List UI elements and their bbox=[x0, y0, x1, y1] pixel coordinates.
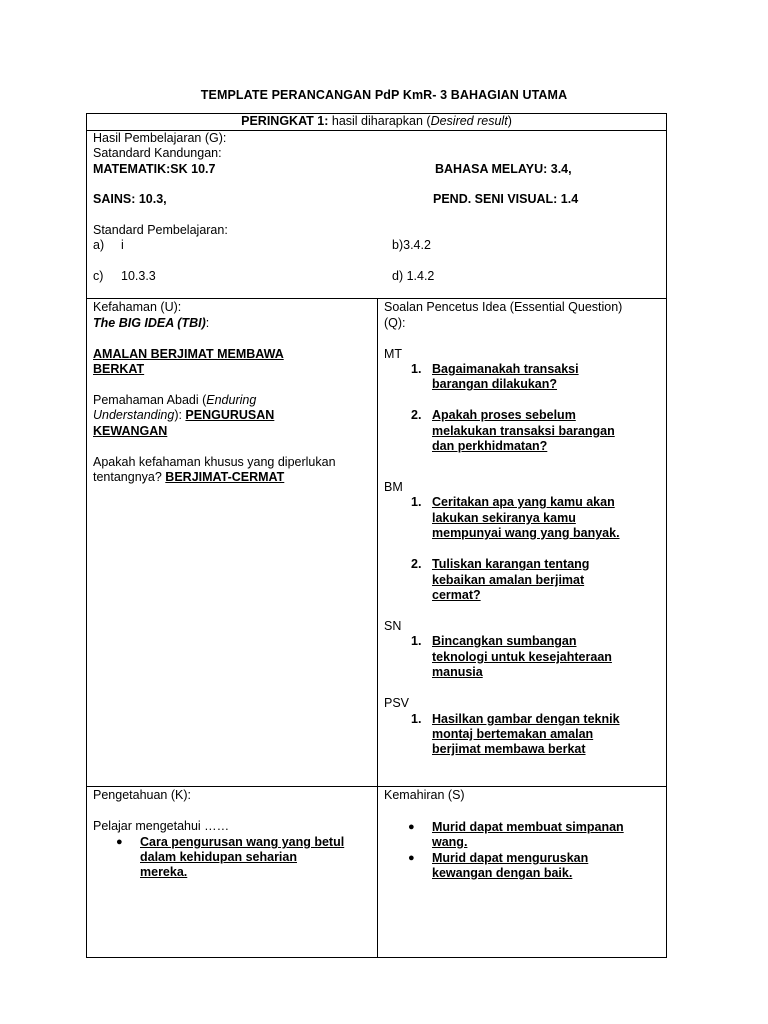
k-bullet-line1: Cara pengurusan wang yang betul bbox=[140, 835, 345, 849]
mt-q2-line3: dan perkhidmatan? bbox=[432, 439, 548, 453]
item-d: d) 1.4.2 bbox=[392, 269, 435, 283]
enduring-italic-1: Enduring bbox=[206, 393, 257, 407]
k-bullet-line2: dalam kehidupan seharian bbox=[140, 850, 297, 864]
matematik-standard: MATEMATIK:SK 10.7 bbox=[93, 162, 216, 176]
sn-q1-line3: manusia bbox=[432, 665, 483, 679]
item-c-label: c) bbox=[93, 269, 104, 283]
sn-q1-number: 1. bbox=[411, 634, 422, 648]
specific-line2 bbox=[93, 470, 284, 486]
item-b: b)3.4.2 bbox=[392, 238, 431, 252]
sains-standard: SAINS: 10.3, bbox=[93, 192, 167, 206]
bm-label: BM bbox=[384, 480, 403, 494]
s-bullet1-line1: Murid dapat membuat simpanan bbox=[432, 820, 624, 834]
item-a-label: a) bbox=[93, 238, 105, 252]
level-text-a: hasil diharapkan ( bbox=[328, 114, 431, 128]
u-heading: Kefahaman (U): bbox=[93, 300, 182, 314]
s-bullet2-line2: kewangan dengan baik. bbox=[432, 866, 573, 880]
mt-q1-line1: Bagaimanakah transaksi bbox=[432, 362, 579, 376]
s-bullet2-icon: ● bbox=[408, 852, 415, 864]
enduring-line1 bbox=[93, 393, 256, 409]
level-text-italic: Desired result bbox=[430, 114, 508, 128]
document-title: TEMPLATE PERANCANGAN PdP KmR- 3 BAHAGIAN UTAMA bbox=[200, 88, 568, 102]
content-standard-label: Satandard Kandungan: bbox=[93, 146, 222, 160]
bm-q2-number: 2. bbox=[411, 557, 422, 571]
specific-value: BERJIMAT-CERMAT bbox=[165, 470, 285, 484]
level-label: PERINGKAT 1: bbox=[241, 114, 329, 128]
item-a-value: i bbox=[121, 238, 124, 252]
enduring-value-1: PENGURUSAN bbox=[185, 408, 275, 422]
psv-q1-line3: berjimat membawa berkat bbox=[432, 742, 586, 756]
mt-label: MT bbox=[384, 347, 403, 361]
sn-q1-line1: Bincangkan sumbangan bbox=[432, 634, 577, 648]
q-heading-line2: (Q): bbox=[384, 316, 406, 330]
k-bullet-icon: ● bbox=[116, 836, 123, 848]
mt-q1-line2: barangan dilakukan? bbox=[432, 377, 558, 391]
mt-q2-line2: melakukan transaksi barangan bbox=[432, 424, 615, 438]
item-c-value: 10.3.3 bbox=[121, 269, 156, 283]
big-idea-line1: AMALAN BERJIMAT MEMBAWA bbox=[93, 347, 284, 361]
sn-q1-line2: teknologi untuk kesejahteraan bbox=[432, 650, 612, 664]
bm-q1-number: 1. bbox=[411, 495, 422, 509]
k-heading: Pengetahuan (K): bbox=[93, 788, 191, 802]
planning-table bbox=[86, 113, 667, 958]
s-heading: Kemahiran (S) bbox=[384, 788, 465, 802]
level-header bbox=[87, 114, 666, 130]
bm-q2-line2: kebaikan amalan berjimat bbox=[432, 573, 585, 587]
big-idea-colon: : bbox=[205, 316, 210, 330]
mt-q2-line1: Apakah proses sebelum bbox=[432, 408, 576, 422]
bm-q1-line1: Ceritakan apa yang kamu akan bbox=[432, 495, 615, 509]
s-bullet1-icon: ● bbox=[408, 821, 415, 833]
mt-q1-number: 1. bbox=[411, 362, 422, 376]
big-idea-label-line bbox=[93, 316, 209, 332]
s-bullet2-line1: Murid dapat menguruskan bbox=[432, 851, 589, 865]
level-text-b: ) bbox=[507, 114, 512, 128]
q-heading-line1: Soalan Pencetus Idea (Essential Question) bbox=[384, 300, 623, 314]
learning-standard-label: Standard Pembelajaran: bbox=[93, 223, 228, 237]
specific-line1: Apakah kefahaman khusus yang diperlukan bbox=[93, 455, 336, 469]
mt-q2-number: 2. bbox=[411, 408, 422, 422]
enduring-value-2: KEWANGAN bbox=[93, 424, 168, 438]
column-divider bbox=[377, 298, 378, 957]
psv-q1-number: 1. bbox=[411, 712, 422, 726]
enduring-italic-2: Understanding bbox=[93, 408, 175, 422]
pend-seni-standard: PEND. SENI VISUAL: 1.4 bbox=[433, 192, 579, 206]
big-idea-label: The BIG IDEA (TBI) bbox=[93, 316, 206, 330]
bm-q1-line2: lakukan sekiranya kamu bbox=[432, 511, 576, 525]
bm-q2-line3: cermat? bbox=[432, 588, 481, 602]
bm-q1-line3: mempunyai wang yang banyak. bbox=[432, 526, 620, 540]
enduring-text-a: Pemahaman Abadi ( bbox=[93, 393, 207, 407]
psv-label: PSV bbox=[384, 696, 410, 710]
g-heading: Hasil Pembelajaran (G): bbox=[93, 131, 227, 145]
big-idea-line2: BERKAT bbox=[93, 362, 145, 376]
k-bullet-line3: mereka. bbox=[140, 865, 188, 879]
psv-q1-line2: montaj bertemakan amalan bbox=[432, 727, 594, 741]
bm-q2-line1: Tuliskan karangan tentang bbox=[432, 557, 590, 571]
enduring-text-b: ): bbox=[174, 408, 186, 422]
psv-q1-line1: Hasilkan gambar dengan teknik bbox=[432, 712, 620, 726]
sn-label: SN bbox=[384, 619, 402, 633]
specific-text: tentangnya? bbox=[93, 470, 166, 484]
enduring-line2 bbox=[93, 408, 274, 424]
s-bullet1-line2: wang. bbox=[432, 835, 468, 849]
bahasa-melayu-standard: BAHASA MELAYU: 3.4, bbox=[435, 162, 572, 176]
k-intro: Pelajar mengetahui …… bbox=[93, 819, 230, 833]
